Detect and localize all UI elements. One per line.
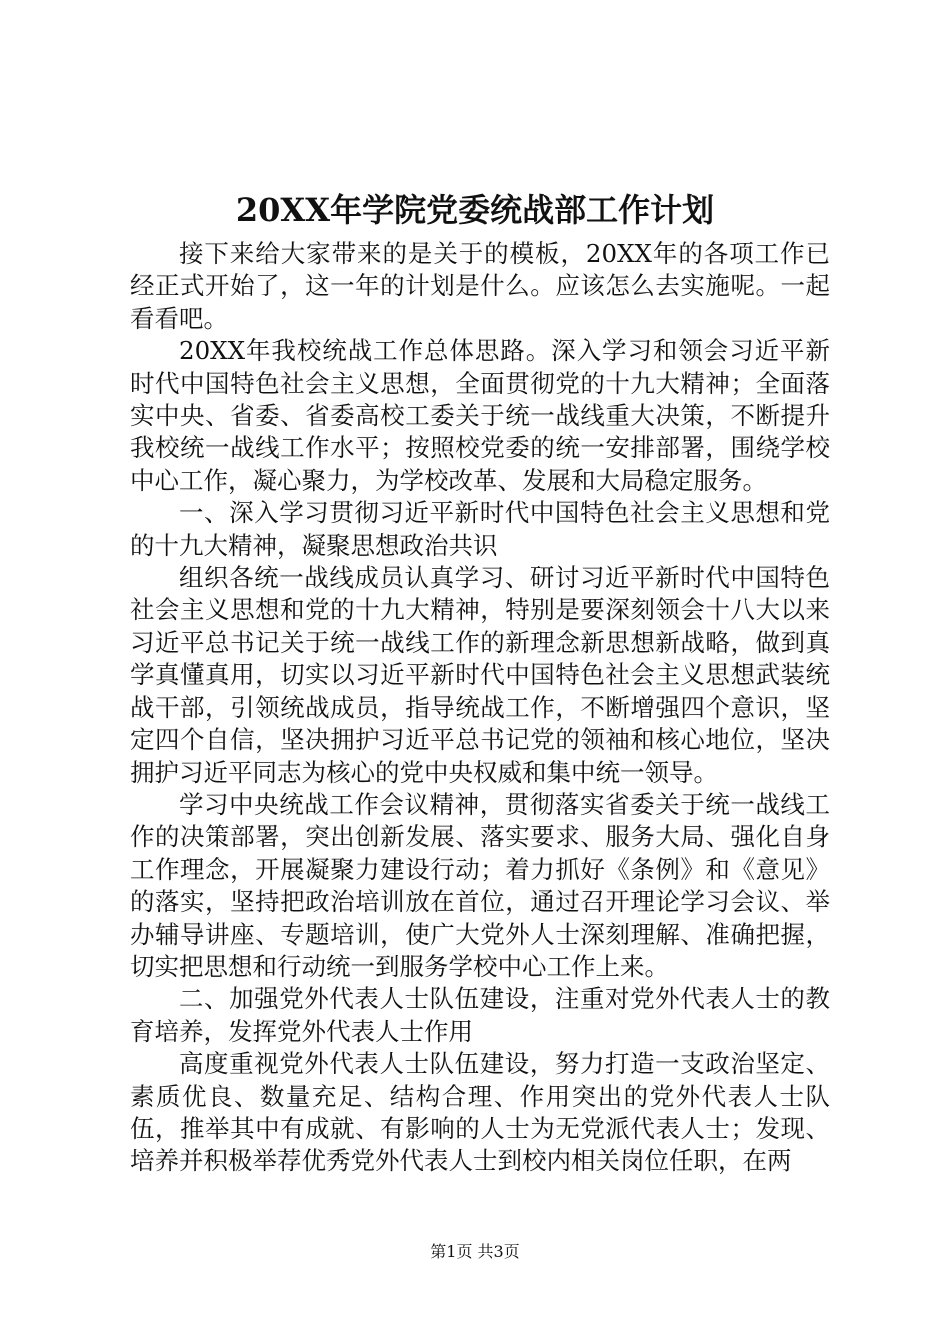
section-heading-1: 一、深入学习贯彻习近平新时代中国特色社会主义思想和党的十九大精神，凝聚思想政治共识 (130, 498, 830, 560)
section-heading-2: 二、加强党外代表人士队伍建设，注重对党外代表人士的教育培养，发挥党外代表人士作用 (130, 984, 830, 1046)
page-footer: 第1页 共3页 (430, 1242, 520, 1261)
document-body (130, 238, 830, 1178)
paragraph-intro: 接下来给大家带来的是关于的模板，20XX年的各项工作已经正式开始了，这一年的计划是什么。应该怎么去实施呢。一起看看吧。 (130, 239, 830, 333)
paragraph-study-organization: 组织各统一战线成员认真学习、研讨习近平新时代中国特色社会主义思想和党的十九大精神，特别是要深刻领会十八大以来习近平总书记关于统一战线工作的新理念新思想新战略，做到真学真懂真用，切实以习近平新时代中国特色社会主义思想武装统战干部，引领统战成员，指导统战工作，不断增强四个意识，坚定四个自信，坚决拥护习近平总书记党的领袖和核心地位，坚决拥护习近平同志为核心的党中央权威和集中统一领导。 (130, 563, 830, 787)
document-title: 20XX年学院党委统战部工作计划 (235, 191, 715, 229)
paragraph-overall-approach: 20XX年我校统战工作总体思路。深入学习和领会习近平新时代中国特色社会主义思想，全面贯彻党的十九大精神；全面落实中央、省委、省委高校工委关于统一战线重大决策，不断提升我校统一战线工作水平；按照校党委的统一安排部署，围绕学校中心工作，凝心聚力，为学校改革、发展和大局稳定服务。 (130, 336, 830, 495)
paragraph-team-building: 高度重视党外代表人士队伍建设，努力打造一支政治坚定、素质优良、数量充足、结构合理、作用突出的党外代表人士队伍，推举其中有成就、有影响的人士为无党派代表人士；发现、培养并积极举荐优秀党外代表人士到校内相关岗位任职，在两 (130, 1049, 830, 1176)
paragraph-study-central-meeting: 学习中央统战工作会议精神，贯彻落实省委关于统一战线工作的决策部署，突出创新发展、落实要求、服务大局、强化自身工作理念，开展凝聚力建设行动；着力抓好《条例》和《意见》的落实，坚持把政治培训放在首位，通过召开理论学习会议、举办辅导讲座、专题培训，使广大党外人士深刻理解、准确把握，切实把思想和行动统一到服务学校中心工作上来。 (130, 789, 830, 981)
